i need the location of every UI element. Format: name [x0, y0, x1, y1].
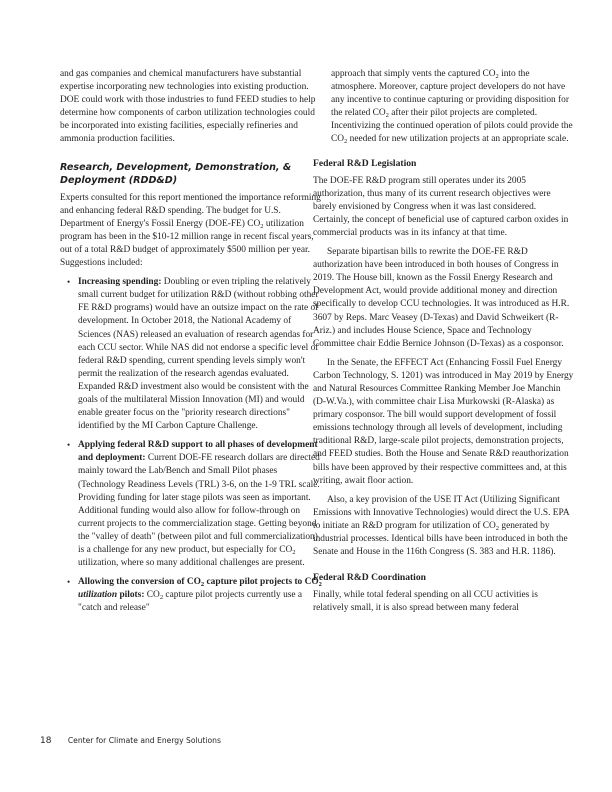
suggestions-list — [60, 276, 322, 615]
bullet-lead: Allowing the conversion of $CO_2$ capture pilot projects to $CO_2$ utilization pilots: — [78, 577, 322, 601]
section-intro-paragraph: Experts consulted for this report mentioned the importance reforming and enhancing federal R&D spending. The budget for U.S. Department of Energy's Fossil Energy (DOE-FE) $CO_2$ utilization program has been in the $10-12 million range in recent fiscal years, out of a total R&D budget of approximately $500 million per year. Suggestions included: — [60, 192, 321, 269]
legislation-heading: Federal R&D Legislation — [313, 157, 417, 169]
bullet-lead: Increasing spending: — [78, 277, 162, 288]
bullet-lead: Applying federal R&D support to all phases of development and deployment: — [78, 440, 318, 464]
coordination-paragraph: Finally, while total federal spending on all CCU activities is relatively small, it is also spread between many federal — [313, 590, 538, 614]
coordination-heading: Federal R&D Coordination — [313, 572, 426, 584]
legislation-paragraph: In the Senate, the EFFECT Act (Enhancing Fossil Fuel Energy Carbon Technology, S. 1201) was introduced in May 2019 by Energy and Natural Resources Committee Ranking Member Joe Manchin (D-W.Va.), with committee chair Lisa Murkowski (R-Alaska) as primary cosponsor. The bill would support development of fossil emissions technology through all levels of development, including traditional R&D, large-scale pilot projects, demonstration projects, and FEED studies. Both the House and Senate R&D reauthorization bills have been approved by their respective committees and, at this writing, await floor action. — [313, 357, 574, 486]
bullet-applying-rd-support: • Applying federal R&D support to all phases of development and deployment: Current DOE-FE research dollars are directed mainly toward the Lab/Bench and Small Pilot phases (Technology Readiness Levels (TRL) 3-6, on the 1-9 TRL scale. Providing funding for later stage pilots was seen as important. Additional funding would also allow for follow-through on current projects to the commercialization stage. Getting beyond the "valley of death" (between pilot and full commercialization) is a challenge for any new product, but especially for $CO_2$ utilization, where so many additional challenges are present. — [78, 439, 322, 570]
section-heading-rdd: Research, Development, Demonstration, & Deployment (RDD&D) — [60, 161, 292, 186]
right-column — [313, 68, 575, 615]
legislation-paragraph: The DOE-FE R&D program still operates under its 2005 authorization, thus many of its current research objectives were barely envisioned by Congress when it was last considered. Certainly, the concept of beneficial use of captured carbon oxides in commercial products was in its infancy at that time. — [313, 175, 569, 238]
use-it-act-paragraph: Also, a key provision of the USE IT Act (Utilizing Significant Emissions with Innovative Technologies) would direct the U.S. EPA to initiate an R&D program for utilization of $CO_2$ generated by industrial processes. Identical bills have been introduced in both the Senate and House in the 116th Congress (S. 383 and H.R. 1186). — [313, 494, 570, 558]
page-number: 18 — [40, 736, 52, 746]
page-footer — [40, 736, 221, 746]
footer-organization: Center for Climate and Energy Solutions — [67, 736, 221, 745]
bullet-allowing-conversion: • Allowing the conversion of $CO_2$ capture pilot projects to $CO_2$ utilization pilots: $CO_2$ capture pilot projects currently use a "catch and release" — [78, 576, 322, 615]
legislation-paragraph: Separate bipartisan bills to rewrite the DOE-FE R&D authorization have been introduced in both houses of Congress in 2019. The House bill, known as the Fossil Energy Research and Development Act, would provide additional money and direction specifically to develop CCU technologies. It was introduced as H.R. 3607 by Reps. Marc Veasey (D-Texas) and David Schweikert (R-Ariz.) and includes House Science, Space and Technology Committee chair Eddie Bernice Johnson (D-Texas) as a cosponsor. — [313, 247, 570, 349]
bullet-increasing-spending: • Increasing spending: Doubling or even tripling the relatively small current budget for utilization R&D (without robbing other FE R&D programs) would have an outsize impact on the rate of development. In October 2018, the National Academy of Sciences (NAS) released an evaluation of research agendas for each CCU sector. While NAS did not endorse a specific level of federal R&D spending, current spending levels simply won't permit the realization of the research agendas evaluated. Expanded R&D investment also would be consistent with the goals of the multilateral Mission Innovation (MI) and would enable greater focus on the "priority research directions" identified by the MI Carbon Capture Challenge. — [78, 276, 322, 433]
bullet-continuation-list — [313, 68, 575, 147]
intro-paragraph: and gas companies and chemical manufacturers have substantial expertise incorporating new technologies into existing production. DOE could work with those industries to fund FEED studies to help determine how components of carbon utilization technologies could be incorporated into existing facilities, especially refineries and ammonia production facilities. — [60, 69, 316, 145]
left-column — [60, 68, 322, 621]
bullet-continuation: approach that simply vents the captured $CO_2$ into the atmosphere. Moreover, capture project developers do not have any incentive to continue capturing or providing disposition for the related $CO_2$ after their pilot projects are completed. Incentivizing the continued operation of pilots could provide the $CO_2$ needed for new utilization projects at an appropriate scale. — [331, 69, 573, 146]
